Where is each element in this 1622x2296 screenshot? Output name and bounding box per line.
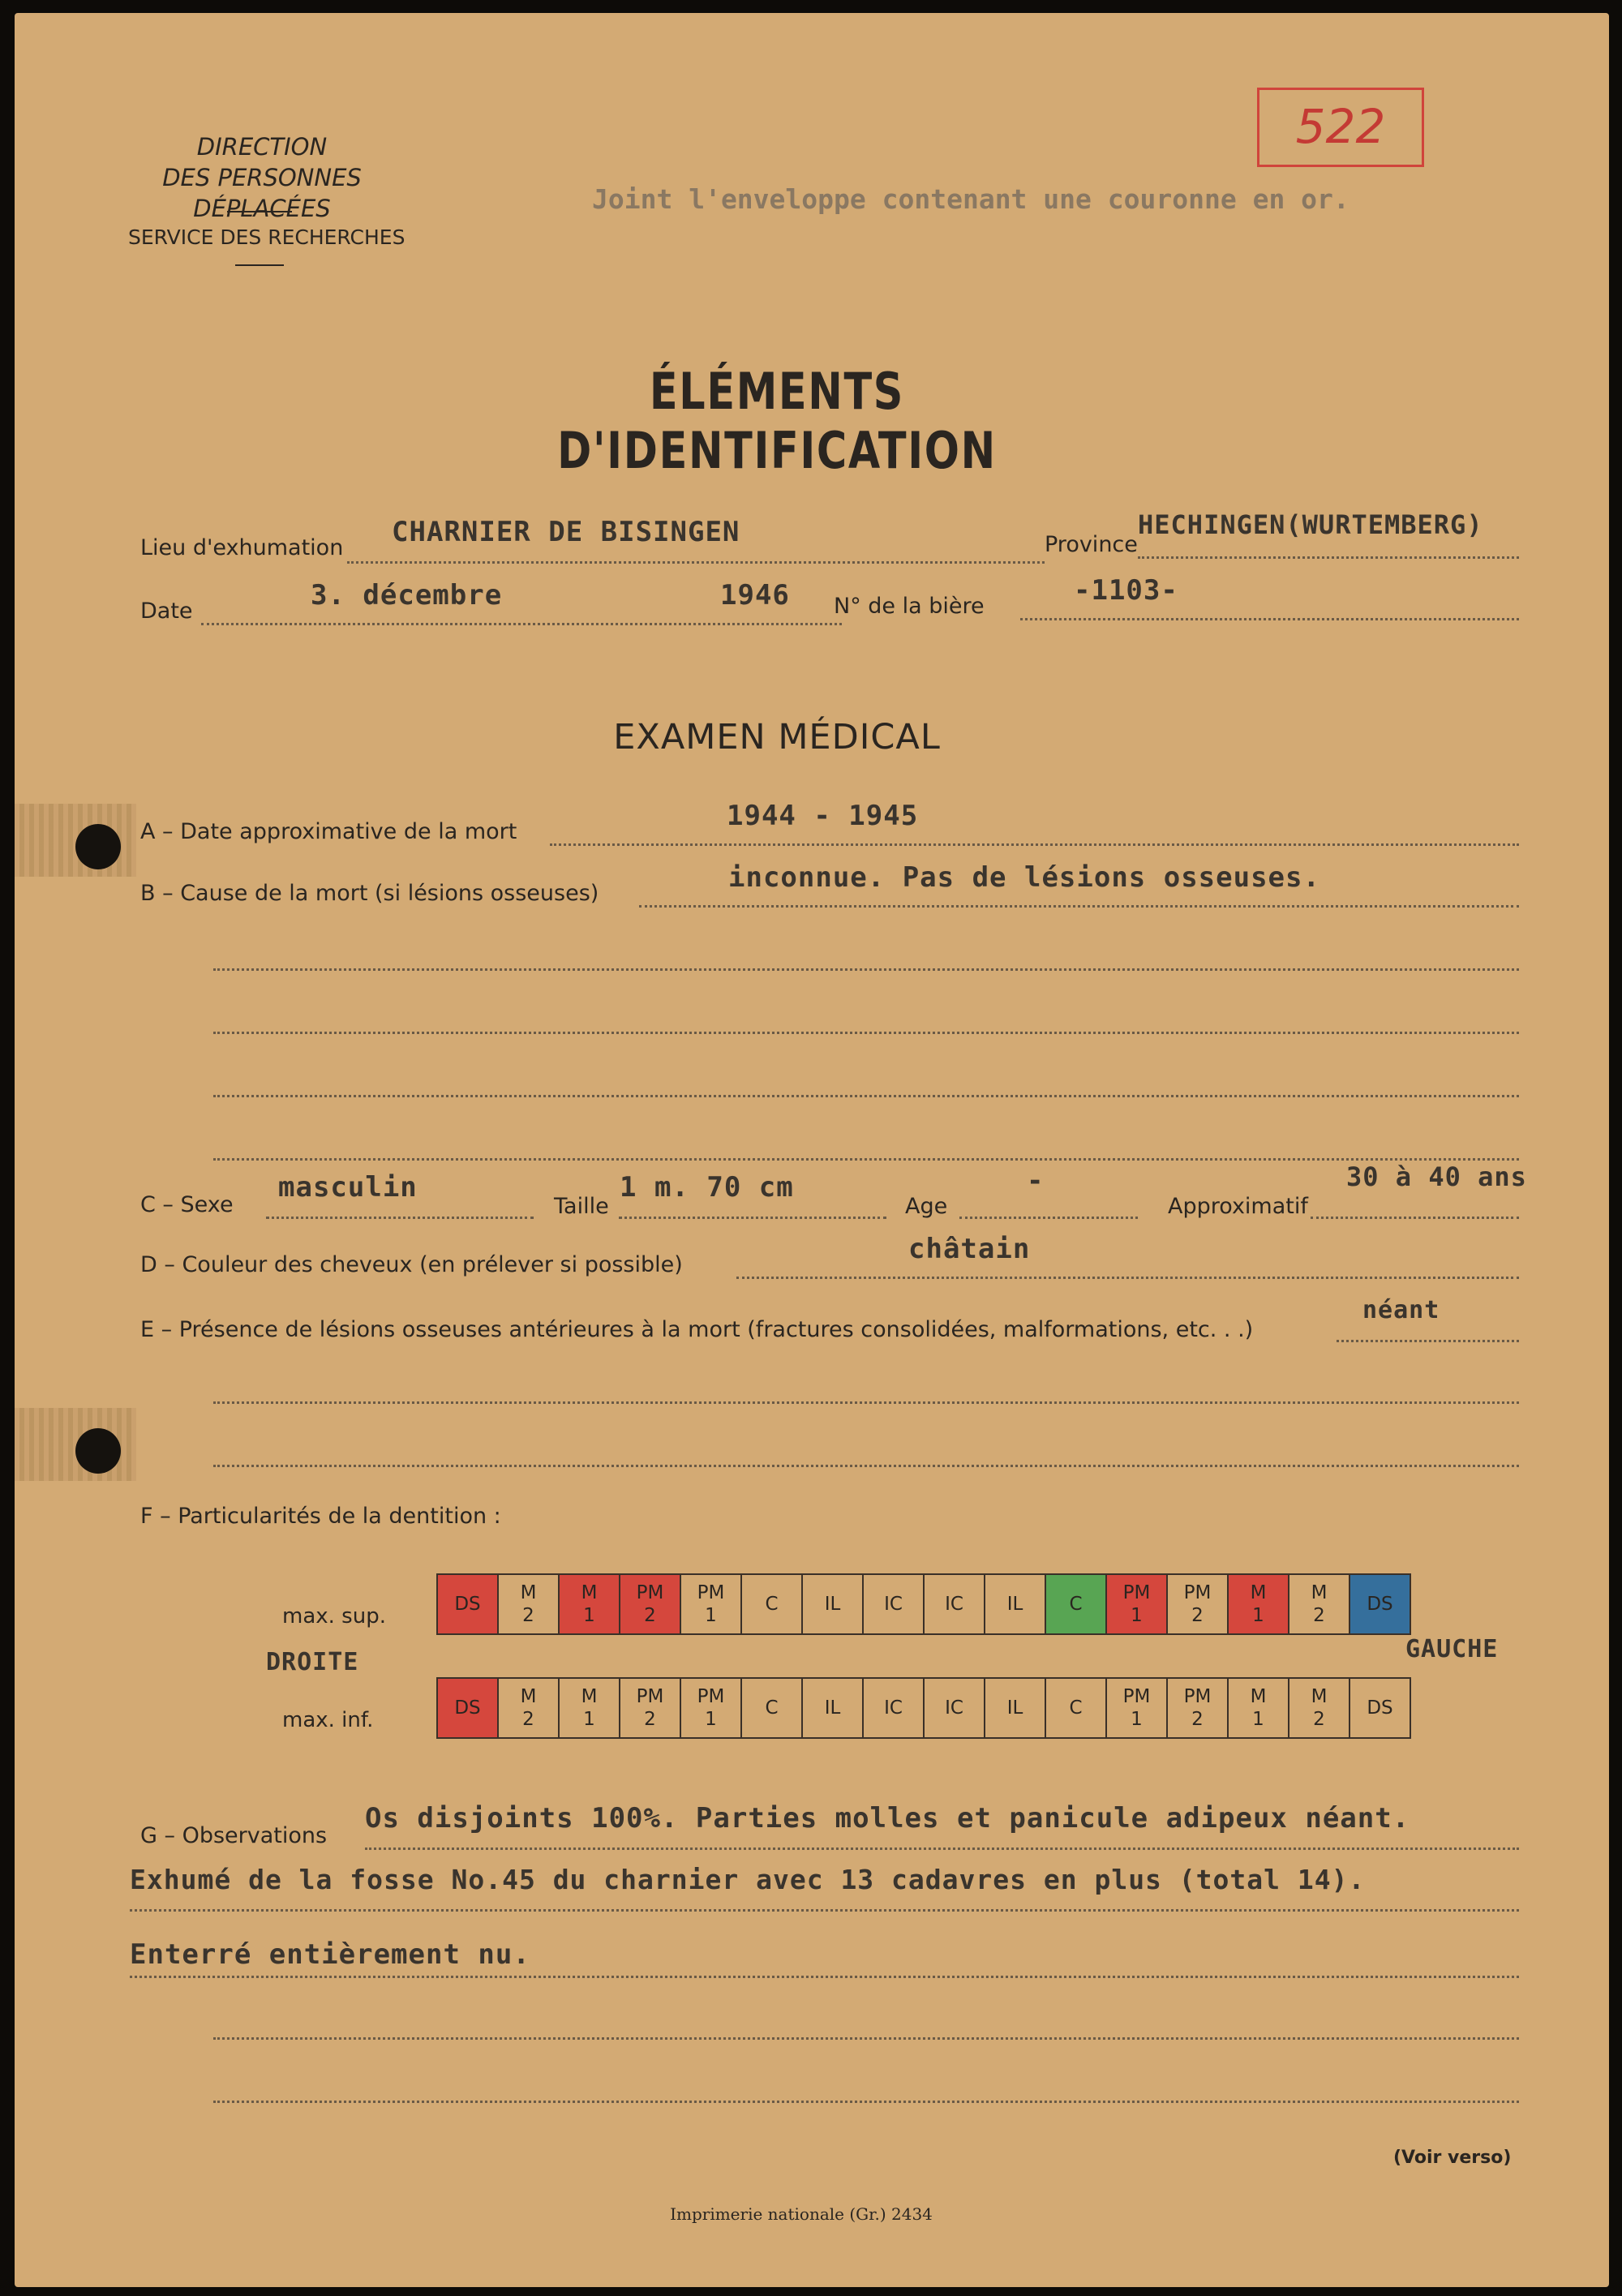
province-label: Province — [1045, 532, 1138, 557]
field-a-value: 1944 - 1945 — [727, 800, 919, 832]
tooth-type: IC — [945, 1697, 963, 1719]
tooth-number: 2 — [1191, 1605, 1204, 1626]
field-d-label: D – Couleur des cheveux (en prélever si possible) — [140, 1252, 683, 1277]
tooth-type: PM — [697, 1582, 725, 1603]
sexe-value: masculin — [278, 1171, 418, 1204]
field-f-label: F – Particularités de la dentition : — [140, 1504, 501, 1529]
tooth-type: IL — [824, 1697, 841, 1719]
header-direction: DIRECTION — [196, 133, 328, 161]
tooth-number: 1 — [705, 1605, 717, 1626]
tooth-upper-16 — [1349, 1573, 1411, 1635]
tooth-lower-15 — [1288, 1677, 1350, 1739]
tooth-lower-5 — [680, 1677, 742, 1739]
tooth-type: M — [1311, 1686, 1328, 1707]
tooth-type: M — [1250, 1686, 1267, 1707]
tooth-type: IC — [945, 1594, 963, 1615]
gauche-label: GAUCHE — [1405, 1635, 1499, 1663]
tooth-type: PM — [1122, 1582, 1151, 1603]
date-value: 3. décembre — [311, 579, 503, 612]
field-g-dots-3 — [130, 1976, 1519, 1978]
approx-label: Approximatif — [1168, 1194, 1308, 1219]
field-g-line2: Exhumé de la fosse No.45 du charnier avec 13 cadavres en plus (total 14). — [130, 1864, 1366, 1895]
field-b-line-2 — [213, 968, 1519, 971]
tooth-number: 1 — [1252, 1709, 1264, 1730]
tooth-type: PM — [636, 1686, 664, 1707]
section-title: EXAMEN MÉDICAL — [613, 717, 941, 757]
tooth-upper-14 — [1227, 1573, 1289, 1635]
field-d-line — [736, 1277, 1519, 1279]
field-b-value: inconnue. Pas de lésions osseuses. — [728, 861, 1320, 894]
tooth-type: M — [520, 1686, 537, 1707]
tooth-upper-10 — [984, 1573, 1046, 1635]
biere-line — [1020, 618, 1519, 620]
tooth-upper-5 — [680, 1573, 742, 1635]
tooth-lower-16 — [1349, 1677, 1411, 1739]
approx-value: 30 à 40 ans — [1346, 1161, 1527, 1192]
tooth-type: PM — [1183, 1582, 1212, 1603]
punch-hole-top — [75, 824, 121, 869]
header-divider-2 — [235, 264, 284, 266]
tooth-type: IL — [1006, 1594, 1023, 1615]
tooth-type: IC — [884, 1697, 903, 1719]
age-label: Age — [905, 1194, 948, 1219]
voir-verso: (Voir verso) — [1393, 2148, 1512, 2168]
tooth-type: PM — [697, 1686, 725, 1707]
tooth-upper-2 — [497, 1573, 560, 1635]
tooth-upper-1 — [436, 1573, 499, 1635]
tooth-upper-13 — [1166, 1573, 1229, 1635]
punch-hole-bottom — [75, 1428, 121, 1474]
tooth-lower-11 — [1045, 1677, 1107, 1739]
field-b-label: B – Cause de la mort (si lésions osseuses) — [140, 881, 599, 906]
tooth-upper-9 — [923, 1573, 985, 1635]
tooth-lower-1 — [436, 1677, 499, 1739]
tooth-number: 1 — [583, 1605, 595, 1626]
field-e-label: E – Présence de lésions osseuses antérieures à la mort (fractures consolidées, malformations, etc. . .) — [140, 1317, 1254, 1342]
date-line — [201, 623, 842, 625]
year-value: 1946 — [720, 579, 790, 612]
approx-line — [1311, 1217, 1519, 1219]
tooth-number: 2 — [522, 1605, 534, 1626]
tooth-lower-7 — [801, 1677, 864, 1739]
taille-line — [619, 1217, 886, 1219]
taille-label: Taille — [554, 1194, 609, 1219]
field-c-label: C – Sexe — [140, 1192, 234, 1217]
tooth-type: DS — [1367, 1697, 1393, 1719]
tooth-type: PM — [636, 1582, 664, 1603]
tooth-type: PM — [1122, 1686, 1151, 1707]
tooth-number: 2 — [644, 1605, 656, 1626]
tooth-number: 1 — [1131, 1605, 1143, 1626]
tooth-upper-4 — [619, 1573, 681, 1635]
field-e-line-3 — [213, 1465, 1519, 1467]
field-d-value: châtain — [908, 1233, 1031, 1265]
biere-value: -1103- — [1074, 574, 1178, 607]
field-e-line-2 — [213, 1401, 1519, 1404]
tooth-lower-14 — [1227, 1677, 1289, 1739]
imprimerie-line: Imprimerie nationale (Gr.) 2434 — [670, 2204, 933, 2224]
max-inf-label: max. inf. — [282, 1708, 374, 1732]
tooth-upper-8 — [862, 1573, 925, 1635]
top-note: Joint l'enveloppe contenant une couronne en or. — [592, 183, 1350, 215]
field-g-label: G – Observations — [140, 1823, 328, 1848]
tooth-type: M — [581, 1686, 598, 1707]
tooth-type: C — [765, 1697, 779, 1719]
tooth-upper-6 — [740, 1573, 803, 1635]
tooth-type: DS — [454, 1594, 481, 1615]
age-value: - — [1027, 1165, 1045, 1197]
tooth-number: 2 — [1191, 1709, 1204, 1730]
date-label: Date — [140, 599, 193, 624]
tooth-type: M — [1311, 1582, 1328, 1603]
field-e-value: néant — [1362, 1296, 1440, 1324]
field-g-line3: Enterré entièrement nu. — [130, 1938, 530, 1971]
tooth-type: IL — [824, 1594, 841, 1615]
tooth-type: C — [1069, 1697, 1083, 1719]
form-sheet — [15, 13, 1609, 2287]
tooth-lower-13 — [1166, 1677, 1229, 1739]
tooth-lower-6 — [740, 1677, 803, 1739]
field-b-line-4 — [213, 1095, 1519, 1097]
tooth-type: DS — [1367, 1594, 1393, 1615]
tooth-type: PM — [1183, 1686, 1212, 1707]
tooth-type: C — [1069, 1594, 1083, 1615]
field-g-dots-5 — [213, 2101, 1519, 2103]
tooth-number: 2 — [1313, 1709, 1325, 1730]
tooth-upper-11 — [1045, 1573, 1107, 1635]
province-value: HECHINGEN(WURTEMBERG) — [1138, 509, 1483, 540]
max-sup-label: max. sup. — [282, 1604, 386, 1629]
header-divider — [227, 211, 292, 212]
province-line — [1138, 556, 1519, 559]
tooth-number: 2 — [644, 1709, 656, 1730]
tooth-type: M — [581, 1582, 598, 1603]
field-a-label: A – Date approximative de la mort — [140, 819, 517, 844]
header-personnes-deplacees: DES PERSONNES DÉPLACÉES — [162, 164, 362, 222]
tooth-number: 1 — [1131, 1709, 1143, 1730]
biere-label: N° de la bière — [834, 594, 985, 619]
tooth-number: 2 — [1313, 1605, 1325, 1626]
tooth-upper-3 — [558, 1573, 620, 1635]
header-service: SERVICE DES RECHERCHES — [128, 225, 406, 249]
tooth-type: M — [1250, 1582, 1267, 1603]
tooth-lower-3 — [558, 1677, 620, 1739]
tooth-type: DS — [454, 1697, 481, 1719]
tooth-lower-2 — [497, 1677, 560, 1739]
tooth-number: 2 — [522, 1709, 534, 1730]
sexe-line — [266, 1217, 534, 1219]
field-g-dots-4 — [213, 2037, 1519, 2040]
tooth-upper-12 — [1105, 1573, 1168, 1635]
tooth-lower-8 — [862, 1677, 925, 1739]
field-b-line — [639, 905, 1519, 908]
field-e-line — [1337, 1340, 1519, 1342]
tooth-upper-7 — [801, 1573, 864, 1635]
tooth-number: 1 — [705, 1709, 717, 1730]
tooth-upper-15 — [1288, 1573, 1350, 1635]
lieu-line — [347, 561, 1045, 564]
lieu-value: CHARNIER DE BISINGEN — [392, 516, 740, 548]
taille-value: 1 m. 70 cm — [620, 1171, 794, 1204]
field-g-dots-1 — [365, 1848, 1519, 1850]
tooth-number: 1 — [1252, 1605, 1264, 1626]
tooth-type: IL — [1006, 1697, 1023, 1719]
field-b-line-5 — [213, 1158, 1519, 1161]
tooth-lower-4 — [619, 1677, 681, 1739]
tooth-lower-10 — [984, 1677, 1046, 1739]
tooth-lower-9 — [923, 1677, 985, 1739]
field-g-line1: Os disjoints 100%. Parties molles et panicule adipeux néant. — [365, 1802, 1410, 1835]
tooth-type: IC — [884, 1594, 903, 1615]
lieu-label: Lieu d'exhumation — [140, 535, 344, 560]
stamp-number: 522 — [1295, 99, 1386, 154]
field-a-line — [550, 843, 1519, 846]
field-b-line-3 — [213, 1032, 1519, 1034]
field-g-dots-2 — [130, 1909, 1519, 1912]
tooth-type: C — [765, 1594, 779, 1615]
tooth-type: M — [520, 1582, 537, 1603]
droite-label: DROITE — [266, 1648, 359, 1676]
page-title: ÉLÉMENTS D'IDENTIFICATION — [557, 362, 997, 480]
tooth-number: 1 — [583, 1709, 595, 1730]
age-line — [959, 1217, 1138, 1219]
tooth-lower-12 — [1105, 1677, 1168, 1739]
